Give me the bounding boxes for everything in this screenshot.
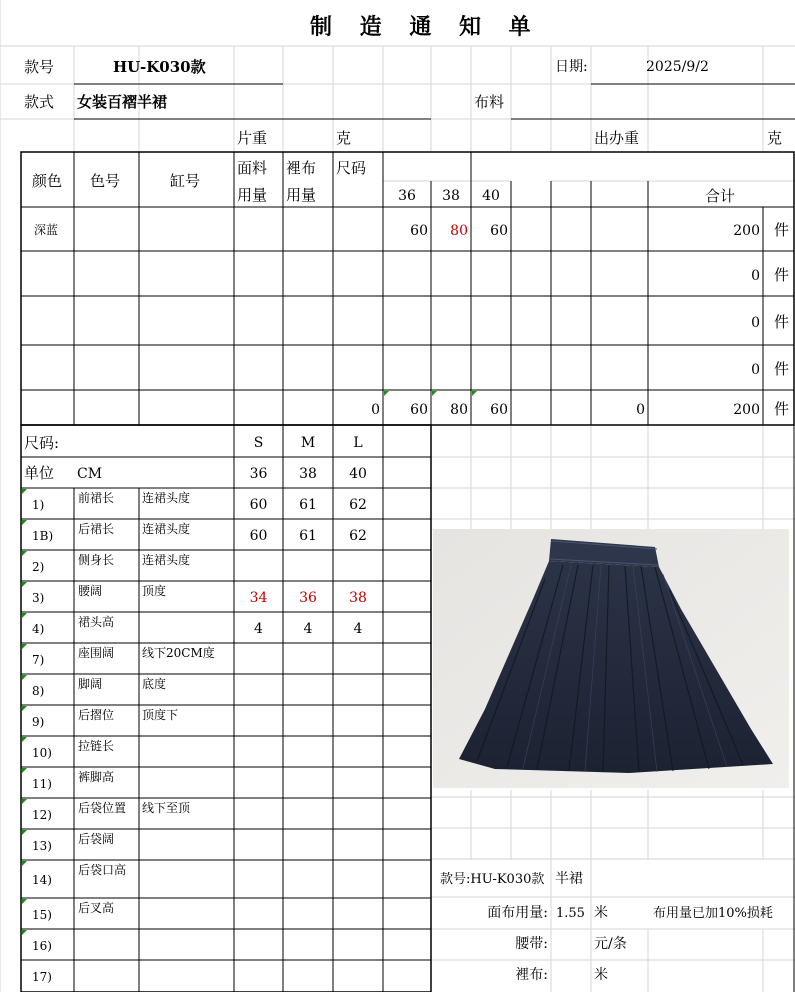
- formula-marker: [22, 489, 27, 494]
- spec-row-note: 连裙头度: [142, 491, 191, 505]
- size-num-38: 38: [299, 466, 317, 482]
- sum-total: 200: [733, 402, 760, 418]
- style-no-value: HU-K030款: [113, 58, 206, 76]
- date-label: 日期:: [555, 59, 588, 75]
- size-s: S: [253, 435, 264, 451]
- gram-unit-2: 克: [767, 129, 783, 147]
- spec-row-no: 3): [32, 591, 45, 605]
- spec-row-note: 连裙头度: [142, 553, 191, 567]
- fabric-usage-value: 1.55: [556, 906, 585, 921]
- sum-qty-40: 60: [490, 402, 508, 418]
- fabric-usage-label: 面布用量:: [487, 905, 548, 921]
- spec-val-s: 60: [249, 497, 268, 513]
- spec-row-note: 底度: [142, 677, 167, 691]
- sum-extra: 0: [636, 402, 645, 418]
- formula-marker: [22, 737, 27, 742]
- fabric-label: 布料: [474, 93, 505, 111]
- sum-fabric: 0: [371, 402, 380, 418]
- spec-row-item: 后袋阔: [78, 832, 115, 846]
- size-num-36: 36: [249, 466, 268, 482]
- formula-marker: [22, 644, 27, 649]
- spec-row-note: 顶度: [142, 584, 167, 598]
- spec-val-l: 4: [353, 621, 363, 637]
- size-header-40: 40: [482, 188, 500, 204]
- spec-row-item: 裤脚高: [78, 770, 115, 784]
- col-total: 合计: [704, 187, 735, 205]
- formula-marker: [22, 799, 27, 804]
- row-1-qty-38: 80: [450, 223, 468, 239]
- spec-row-item: 前裙长: [78, 491, 115, 505]
- formula-marker: [472, 391, 477, 396]
- row-4-total: 0: [751, 362, 760, 378]
- spec-row-no: 15): [32, 908, 52, 922]
- row-1-qty-40: 60: [490, 223, 508, 239]
- spec-row-no: 12): [32, 808, 52, 822]
- spec-row-no: 14): [32, 873, 52, 887]
- waistband-unit: 元/条: [594, 936, 627, 952]
- spec-row-item: 后摺位: [78, 708, 115, 722]
- style-label: 款式: [24, 93, 55, 111]
- spec-row-no: 4): [32, 622, 45, 636]
- spec-row-note: 线下至顶: [142, 801, 191, 815]
- waistband-label: 腰带:: [515, 936, 548, 952]
- spec-row-no: 11): [32, 777, 52, 791]
- spec-row-no: 1): [32, 498, 45, 512]
- size-header-36: 36: [398, 188, 416, 204]
- style-no-label: 款号: [24, 58, 55, 76]
- size-m: M: [300, 435, 316, 451]
- row-1-total: 200: [733, 223, 760, 239]
- row-1-qty-36: 60: [410, 223, 428, 239]
- date-value: 2025/9/2: [646, 59, 709, 75]
- formula-marker: [384, 391, 389, 396]
- spec-row-no: 10): [32, 746, 52, 760]
- col-lining-usage-1: 裡布: [286, 159, 317, 177]
- lining-label: 裡布:: [515, 967, 548, 983]
- spec-row-item: 拉链长: [78, 739, 115, 753]
- col-lining-usage-2: 用量: [286, 186, 317, 204]
- spec-row-item: 后叉高: [78, 901, 115, 915]
- formula-marker: [22, 613, 27, 618]
- spec-row-item: 腰阔: [78, 584, 103, 598]
- spec-val-m: 61: [299, 497, 317, 513]
- spec-row-note: 连裙头度: [142, 522, 191, 536]
- spec-row-item: 后袋口高: [78, 863, 127, 877]
- spec-val-l: 62: [349, 497, 367, 513]
- col-fabric-usage-1: 面料: [237, 159, 268, 177]
- row-2-unit: 件: [774, 266, 790, 284]
- document-title: 制 造 通 知 单: [310, 14, 541, 40]
- col-vat: 缸号: [170, 172, 201, 190]
- fabric-usage-unit: 米: [594, 905, 608, 921]
- summary-style-type: 半裙: [555, 871, 583, 887]
- col-fabric-usage-2: 用量: [237, 186, 268, 204]
- row-3-unit: 件: [774, 313, 790, 331]
- spec-row-no: 8): [32, 684, 45, 698]
- spec-row-no: 2): [32, 560, 45, 574]
- spec-row-item: 后袋位置: [78, 801, 127, 815]
- formula-marker: [22, 899, 27, 904]
- unit-label: 单位: [24, 464, 55, 482]
- size-l: L: [353, 435, 363, 451]
- spec-val-l: 62: [349, 528, 367, 544]
- lining-unit: 米: [594, 967, 608, 983]
- fabric-loss-note: 布用量已加10%损耗: [653, 906, 773, 921]
- spec-val-m: 36: [299, 590, 317, 606]
- col-size: 尺码: [336, 159, 367, 177]
- col-color-no: 色号: [90, 172, 121, 190]
- spec-val-m: 61: [299, 528, 317, 544]
- sum-qty-36: 60: [410, 402, 428, 418]
- formula-marker: [432, 391, 437, 396]
- spec-val-s: 4: [254, 621, 263, 637]
- spec-val-l: 38: [349, 590, 367, 606]
- spec-val-m: 4: [303, 621, 313, 637]
- size-num-40: 40: [349, 466, 367, 482]
- spec-row-item: 后裙长: [78, 522, 115, 536]
- piece-weight-label: 片重: [237, 129, 268, 147]
- formula-marker: [22, 830, 27, 835]
- skirt-photo: [433, 529, 789, 788]
- spec-row-no: 1B): [32, 529, 54, 543]
- col-color: 颜色: [32, 172, 63, 190]
- formula-marker: [22, 706, 27, 711]
- row-2-total: 0: [751, 268, 760, 284]
- spec-val-s: 60: [249, 528, 268, 544]
- spec-row-note: 线下20CM度: [142, 646, 215, 660]
- row-1-color: 深蓝: [34, 223, 59, 237]
- formula-marker: [22, 861, 27, 866]
- spec-row-item: 座围阔: [78, 646, 115, 660]
- spec-row-no: 7): [32, 653, 45, 667]
- sum-qty-38: 80: [450, 402, 468, 418]
- formula-marker: [22, 675, 27, 680]
- unit-value: CM: [77, 466, 103, 482]
- formula-marker: [22, 930, 27, 935]
- spec-row-no: 9): [32, 715, 45, 729]
- sample-weight-label: 出办重: [594, 129, 640, 147]
- formula-marker: [22, 551, 27, 556]
- spec-row-no: 16): [32, 939, 52, 953]
- size-header-38: 38: [442, 188, 460, 204]
- summary-style-no: 款号:HU-K030款: [440, 872, 545, 887]
- spec-row-no: 13): [32, 839, 52, 853]
- formula-marker: [22, 768, 27, 773]
- pleated-skirt-image: [433, 529, 789, 788]
- spec-row-note: 顶度下: [142, 708, 179, 722]
- spec-row-item: 侧身长: [78, 553, 115, 567]
- spec-val-s: 34: [249, 590, 268, 606]
- sum-unit: 件: [774, 400, 790, 418]
- gram-unit: 克: [336, 129, 352, 147]
- spec-row-no: 17): [32, 970, 52, 984]
- style-name: 女装百褶半裙: [77, 93, 168, 111]
- row-3-total: 0: [751, 315, 760, 331]
- formula-marker: [22, 582, 27, 587]
- size-spec-label: 尺码:: [24, 434, 60, 452]
- row-4-unit: 件: [774, 360, 790, 378]
- row-1-unit: 件: [774, 221, 790, 239]
- spec-row-item: 脚阔: [78, 677, 103, 691]
- spec-row-item: 裙头高: [78, 615, 115, 629]
- formula-marker: [22, 520, 27, 525]
